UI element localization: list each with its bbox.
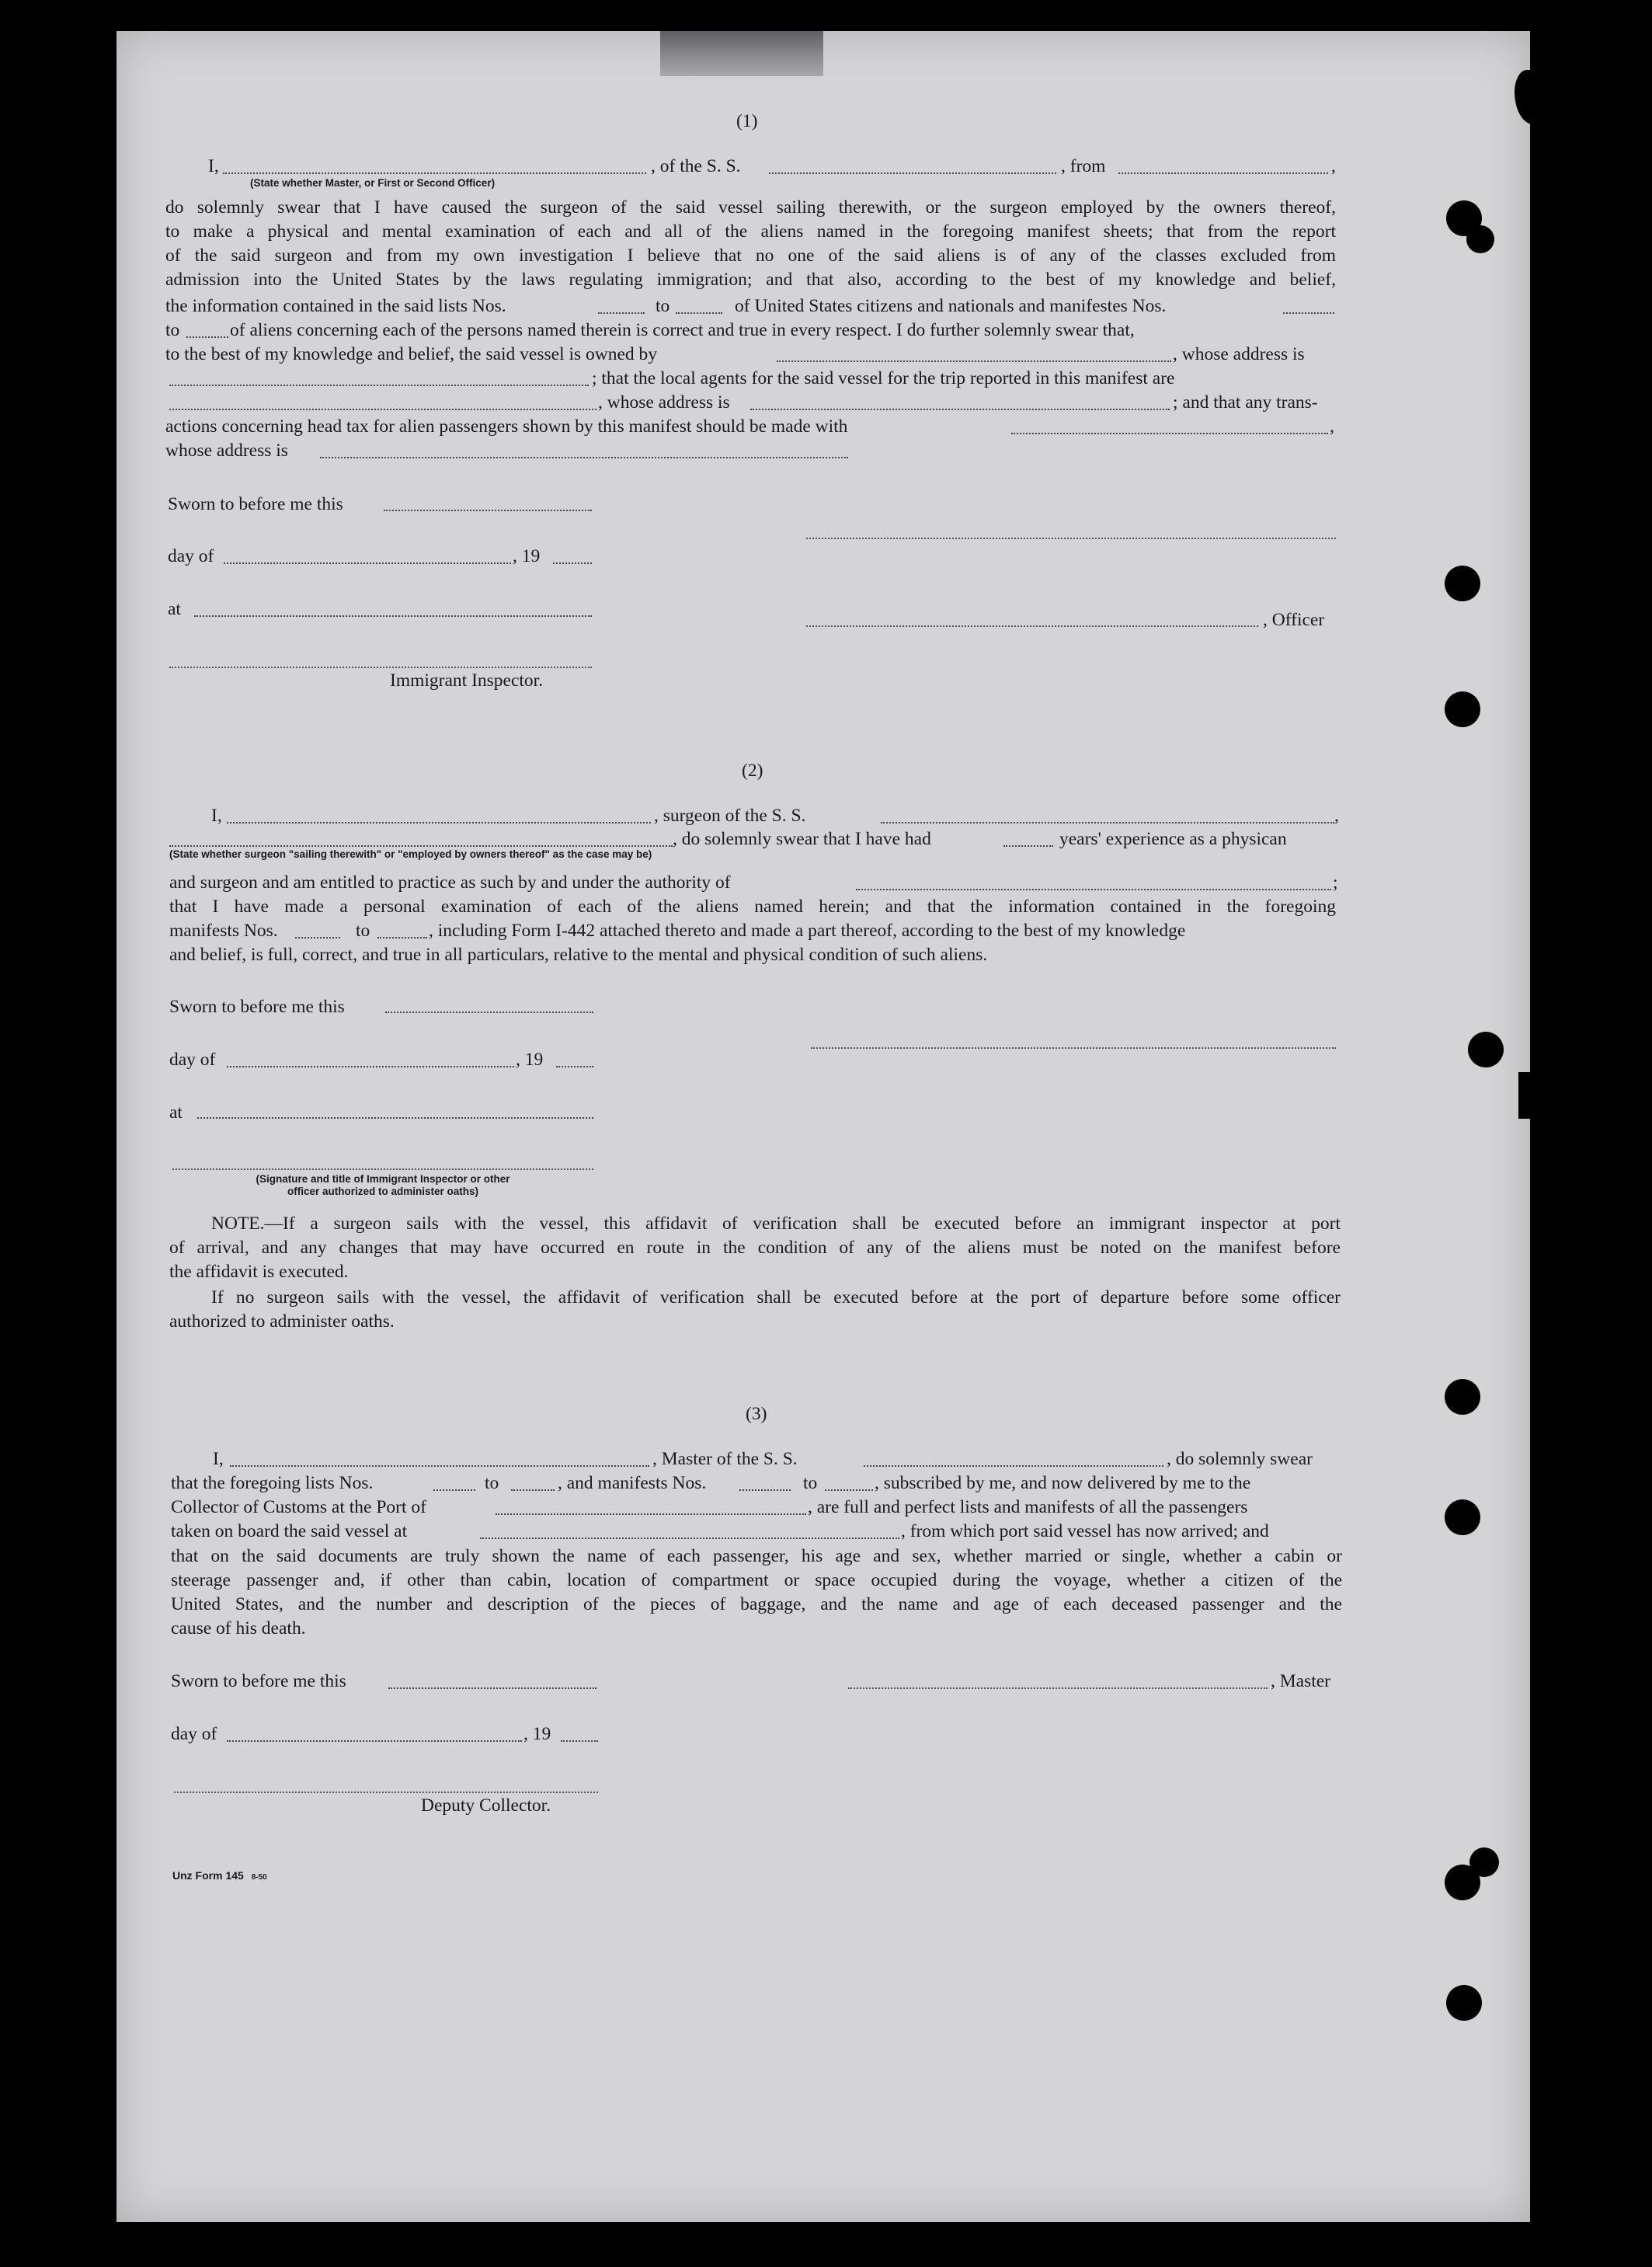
- s1-sworn-label: Sworn to before me this: [168, 494, 343, 514]
- s1-head-tax-field: [1011, 433, 1328, 434]
- s2-day-label: day of: [169, 1050, 216, 1070]
- s1-year-field: [553, 562, 592, 564]
- s1-line8-b: , whose address is: [1173, 344, 1305, 364]
- s1-at-label: at: [168, 599, 181, 619]
- s1-body-line: to make a physical and mental examination of each and all of the aliens named in the foregoing manifest sheets; that from the report: [165, 221, 1336, 242]
- form-date: 8-50: [251, 1873, 267, 1882]
- s3-manifests-to-field: [825, 1489, 873, 1491]
- s3-body-line: United States, and the number and description of the pieces of baggage, and the name and age of each deceased passenger and the: [171, 1594, 1342, 1614]
- form-id: Unz Form 145: [172, 1869, 244, 1882]
- s1-line1-a: I,: [208, 156, 219, 176]
- note-line: the affidavit is executed.: [169, 1262, 349, 1282]
- s1-day-field: [224, 562, 511, 564]
- s1-line7-a: to: [165, 320, 180, 340]
- s1-agents-address-field: [750, 409, 1170, 410]
- s3-vessel-field: [864, 1465, 1163, 1467]
- s1-year-label: , 19: [513, 546, 541, 566]
- s2-years-field: [1003, 845, 1053, 847]
- s1-body: [165, 196, 1336, 292]
- s3-collector-signature-line: [174, 1792, 598, 1793]
- s2-surgeon-signature-line: [811, 1047, 1336, 1049]
- s2-sworn-label: Sworn to before me this: [169, 997, 345, 1017]
- s1-line8-a: to the best of my knowledge and belief, the said vessel is owned by: [165, 344, 658, 364]
- punch-hole: [1446, 1985, 1482, 2021]
- s2-line4: [169, 895, 1336, 919]
- punch-hole: [1466, 225, 1494, 253]
- s3-body: [171, 1544, 1342, 1641]
- s1-inspector-label: Immigrant Inspector.: [390, 670, 544, 691]
- s3-line4-a: taken on board the said vessel at: [171, 1521, 408, 1541]
- s1-manifests-to-field: [186, 336, 228, 338]
- s1-line10-a: , whose address is: [598, 392, 730, 413]
- note-line: If no surgeon sails with the vessel, the affidavit of verification shall be executed before at the port of departure before some officer: [211, 1287, 1341, 1308]
- punch-hole: [1468, 1032, 1504, 1067]
- s2-signature-note: [200, 1173, 565, 1198]
- s3-manifests-from-field: [739, 1489, 791, 1491]
- s2-year-field: [556, 1066, 593, 1067]
- s2-line5-c: , including Form I-442 attached thereto and made a part thereof, according to the best of my knowledge: [429, 921, 1186, 941]
- s2-manifests-to-field: [377, 937, 427, 938]
- s1-line7-b: of aliens concerning each of the persons named therein is correct and true in every respect. I do further solemnly swear that,: [230, 320, 1135, 340]
- s3-line2-b: to: [485, 1473, 499, 1493]
- note-line: NOTE.—If a surgeon sails with the vessel, this affidavit of verification shall be executed before an immigrant inspector at port: [211, 1214, 1341, 1234]
- note-paragraph-1: [169, 1212, 1341, 1284]
- s1-officer-signature-line: [806, 625, 1258, 627]
- note-line: of arrival, and any changes that may have occurred en route in the condition of any of the aliens must be noted on the manifest before: [169, 1238, 1341, 1258]
- s1-line1-d: ,: [1331, 156, 1336, 176]
- s3-line1-a: I,: [213, 1449, 224, 1469]
- s1-from-field: [1118, 172, 1328, 174]
- s3-line2-c: , and manifests Nos.: [558, 1473, 707, 1493]
- s2-day-field: [227, 1066, 514, 1067]
- note-paragraph-2: [169, 1286, 1341, 1334]
- s2-inspector-signature-line: [172, 1168, 593, 1170]
- s1-officer-field: [223, 172, 646, 174]
- s1-head-tax-address-field: [320, 457, 848, 458]
- s1-owner-field: [777, 360, 1171, 362]
- form-number: [172, 1869, 267, 1882]
- s2-line1-c: ,: [1334, 806, 1339, 826]
- s2-authority-field: [856, 889, 1331, 890]
- s3-master-signature-line: [848, 1687, 1268, 1689]
- s3-body-line: cause of his death.: [171, 1618, 306, 1638]
- punch-hole: [1445, 1379, 1480, 1415]
- s1-line1-b: , of the S. S.: [651, 156, 741, 176]
- s3-lists-from-field: [433, 1489, 475, 1491]
- section-2-heading: (2): [742, 761, 763, 781]
- section-1-heading: (1): [736, 111, 758, 131]
- s1-line11-a: actions concerning head tax for alien passengers shown by this manifest should be made with: [165, 416, 848, 437]
- s2-line5-b: to: [356, 921, 370, 941]
- s2-sworn-date-field: [385, 1012, 593, 1013]
- s1-officer-hint: (State whether Master, or First or Second Officer): [250, 177, 496, 189]
- s3-day-field: [227, 1740, 522, 1742]
- s2-manifests-from-field: [295, 937, 340, 938]
- s2-body-line: that I have made a personal examination of each of the aliens named herein; and that the information contained in the foregoing: [169, 897, 1336, 917]
- s1-day-label: day of: [168, 546, 214, 566]
- s1-line6-a: the information contained in the said lists Nos.: [165, 296, 506, 316]
- s2-line1-b: , surgeon of the S. S.: [654, 806, 806, 826]
- tape-stain: [660, 31, 823, 76]
- s2-surgeon-hint: (State whether surgeon "sailing therewith" or "employed by owners thereof" as the case may be): [169, 848, 652, 860]
- s3-year-label: , 19: [523, 1724, 551, 1744]
- s3-line4-b: , from which port said vessel has now arrived; and: [901, 1521, 1269, 1541]
- punch-hole: [1445, 566, 1480, 601]
- punch-hole: [1445, 691, 1480, 727]
- s3-line3-a: Collector of Customs at the Port of: [171, 1497, 426, 1517]
- s3-port-field: [496, 1513, 806, 1515]
- s1-manifests-from-field: [1283, 312, 1334, 314]
- s2-at-label: at: [169, 1102, 183, 1123]
- s1-body-line: of the said surgeon and from my own investigation I believe that no one of the said aliens is of any of the classes excluded from: [165, 246, 1336, 266]
- s2-at-field: [197, 1117, 593, 1119]
- s2-year-label: , 19: [516, 1050, 544, 1070]
- s1-line11-b: ,: [1330, 416, 1334, 437]
- s1-sworn-date-field: [384, 510, 592, 511]
- s2-line3-a: and surgeon and am entitled to practice as such by and under the authority of: [169, 872, 731, 893]
- note-line: authorized to administer oaths.: [169, 1311, 395, 1332]
- s3-line2-a: that the foregoing lists Nos.: [171, 1473, 374, 1493]
- s2-line2-a: , do solemnly swear that I have had: [673, 829, 931, 849]
- s2-signature-note-line: (Signature and title of Immigrant Inspector or other: [256, 1173, 510, 1185]
- s1-body-line: admission into the United States by the laws regulating immigration; and that also, according to the best of my knowledge and belief,: [165, 270, 1336, 290]
- s1-agents-field: [169, 409, 596, 410]
- s3-boarding-port-field: [480, 1537, 899, 1539]
- s3-year-field: [561, 1740, 598, 1742]
- s1-line6-c: of United States citizens and nationals and manifestes Nos.: [735, 296, 1167, 316]
- s2-line3-b: ;: [1333, 872, 1338, 893]
- s1-owner-address-field: [169, 385, 589, 386]
- s3-line2-e: , subscribed by me, and now delivered by me to the: [875, 1473, 1251, 1493]
- s1-body-line: do solemnly swear that I have caused the surgeon of the said vessel sailing therewith, or the surgeon employed by the owners thereof,: [165, 197, 1336, 218]
- s2-line5-a: manifests Nos.: [169, 921, 278, 941]
- s2-signature-note-line: officer authorized to administer oaths): [287, 1186, 479, 1197]
- s1-signature-line: [806, 538, 1336, 539]
- s3-sworn-date-field: [388, 1687, 596, 1689]
- s3-master-label: , Master: [1271, 1671, 1331, 1691]
- s1-line9-a: ; that the local agents for the said vessel for the trip reported in this manifest are: [592, 368, 1175, 388]
- s3-master-name-field: [230, 1465, 649, 1467]
- s1-line6-b: to: [656, 296, 670, 316]
- s1-at-field: [194, 615, 592, 617]
- s3-sworn-label: Sworn to before me this: [171, 1671, 346, 1691]
- torn-edge: [1518, 1072, 1542, 1119]
- s2-line2-b: years' experience as a physican: [1059, 829, 1287, 849]
- s2-line1-a: I,: [211, 806, 222, 826]
- s3-body-line: steerage passenger and, if other than cabin, location of compartment or space occupied during the voyage, whether a citizen of the: [171, 1570, 1342, 1590]
- punch-hole: [1469, 1847, 1499, 1877]
- s1-lists-from-field: [598, 312, 645, 314]
- s2-surgeon-type-field: [169, 845, 673, 847]
- s3-collector-label: Deputy Collector.: [421, 1795, 551, 1816]
- s3-line1-c: , do solemnly swear: [1167, 1449, 1313, 1469]
- s3-line1-b: , Master of the S. S.: [652, 1449, 798, 1469]
- s1-inspector-signature-line: [169, 667, 592, 668]
- s3-day-label: day of: [171, 1724, 217, 1744]
- s1-officer-label: , Officer: [1263, 610, 1325, 630]
- s1-line12-a: whose address is: [165, 441, 288, 461]
- s2-vessel-field: [881, 822, 1334, 824]
- s3-line2-d: to: [803, 1473, 818, 1493]
- s1-lists-to-field: [676, 312, 722, 314]
- s1-line1-c: , from: [1061, 156, 1106, 176]
- s3-body-line: that on the said documents are truly shown the name of each passenger, his age and sex, whether married or single, whether a cabin or: [171, 1546, 1342, 1566]
- s3-lists-to-field: [511, 1489, 555, 1491]
- punch-hole: [1445, 1499, 1480, 1535]
- s2-line6: and belief, is full, correct, and true in all particulars, relative to the mental and physical condition of such aliens.: [169, 945, 988, 965]
- s2-surgeon-name-field: [227, 822, 651, 824]
- s1-line10-b: ; and that any trans-: [1173, 392, 1318, 413]
- s3-line3-b: , are full and perfect lists and manifests of all the passengers: [808, 1497, 1248, 1517]
- section-3-heading: (3): [746, 1404, 767, 1424]
- s1-vessel-field: [769, 172, 1056, 174]
